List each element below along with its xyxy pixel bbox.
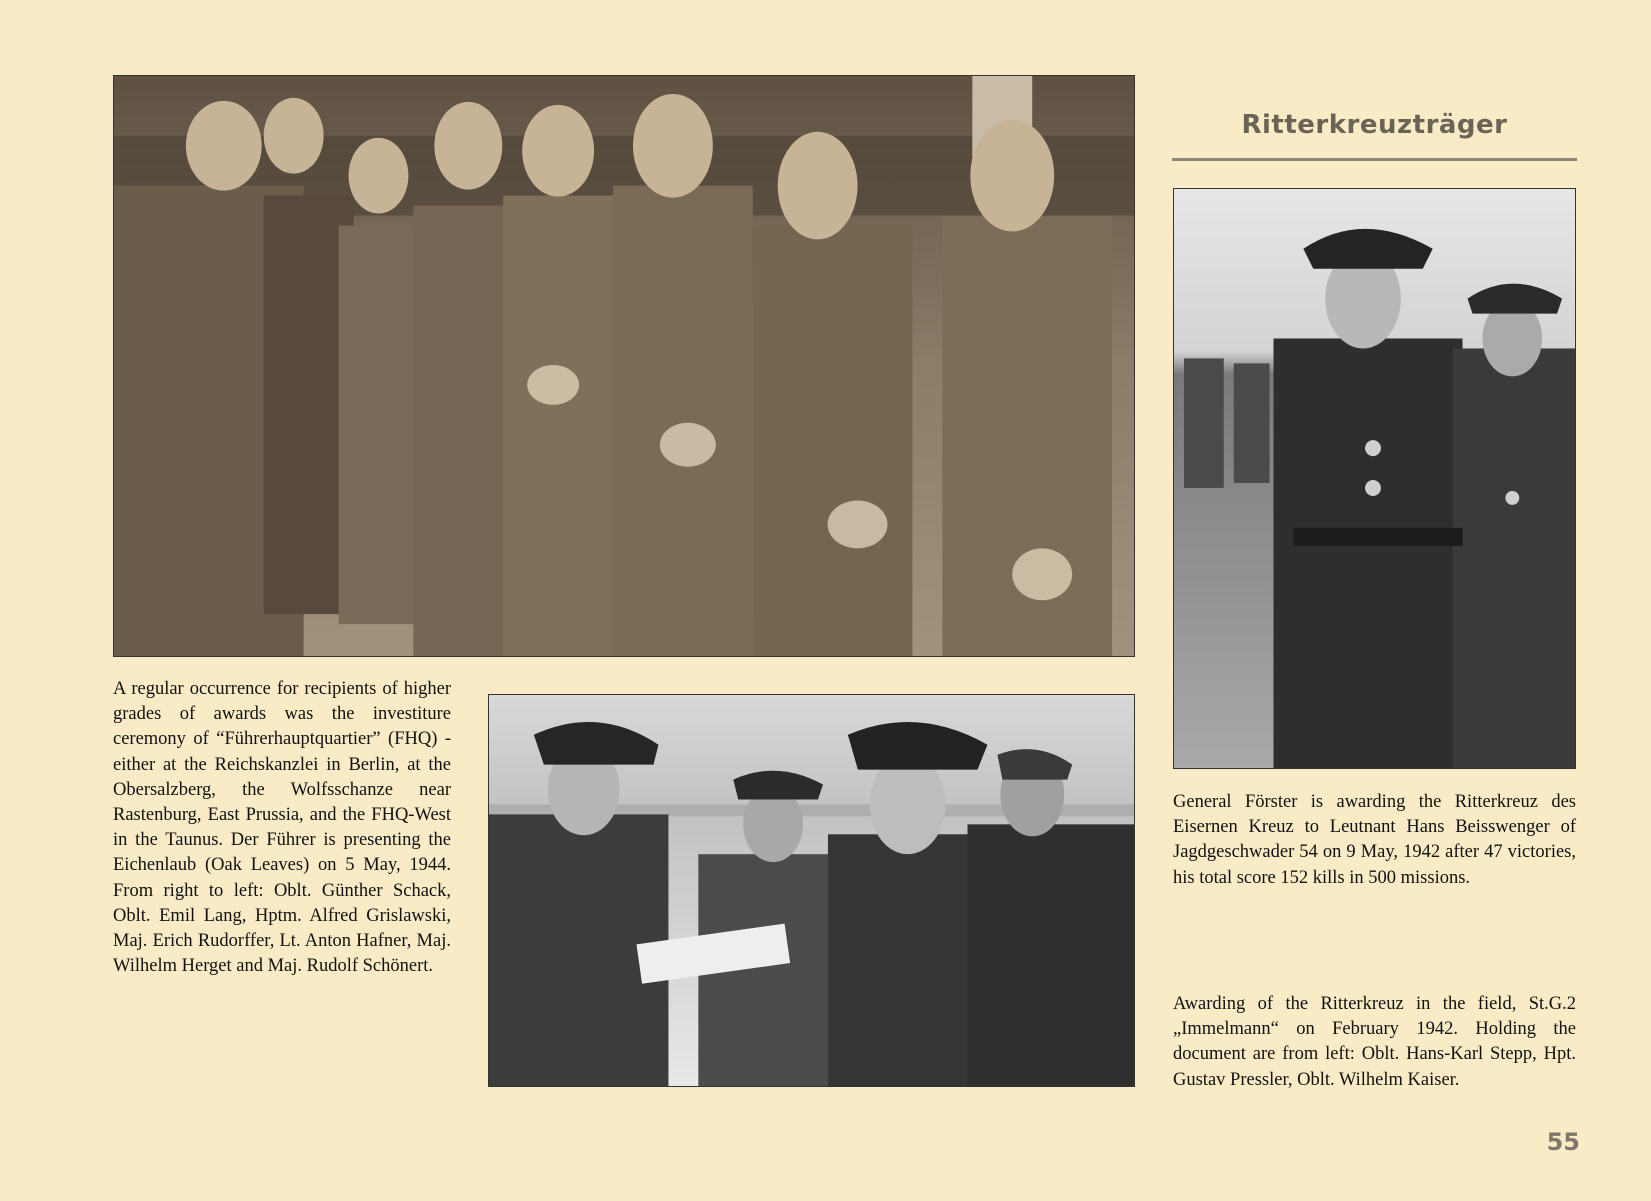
photo-ritterkreuz-award-image [1174,189,1575,768]
photo-award-ceremony [113,75,1135,657]
title-divider [1172,158,1577,161]
photo-ritterkreuz-award [1173,188,1576,769]
photo-field-award [488,694,1135,1087]
section-title: Ritterkreuzträger [1241,110,1508,140]
photo-field-award-image [489,695,1134,1086]
caption-field-award: Awarding of the Ritterkreuz in the field, St.G.2 „Immelmann“ on February 1942. Holding the document are from left: Oblt. Hans-Karl Stepp, Hpt. Gustav Pressler, Oblt. Wilhelm Kaiser. [1173,994,1576,1090]
caption-award-ceremony: A regular occurrence for recipients of higher grades of awards was the investiture ceremony of “Führerhauptquartier” (FHQ) - either at the Reichskanzlei in Berlin, at the Obersalzberg, the Wolfsschanze near Rastenburg, East Prussia, and the FHQ-West in the Taunus. Der Führer is presenting the Eichenlaub (Oak Leaves) on 5 May, 1944. From right to left: Oblt. Günther Schack, Oblt. Emil Lang, Hptm. Alfred Grislawski, Maj. Erich Rudorffer, Lt. Anton Hafner, Maj. Wilhelm Herget and Maj. Rudolf Schönert. [113,679,451,977]
page-number: 55 [1546,1128,1580,1156]
caption-ritterkreuz-award: General Förster is awarding the Ritterkreuz des Eisernen Kreuz to Leutnant Hans Beisswenger of Jagdgeschwader 54 on 9 May, 1942 after 47 victories, his total score 152 kills in 500 missions. [1173,792,1576,888]
photo-award-ceremony-image [114,76,1134,656]
